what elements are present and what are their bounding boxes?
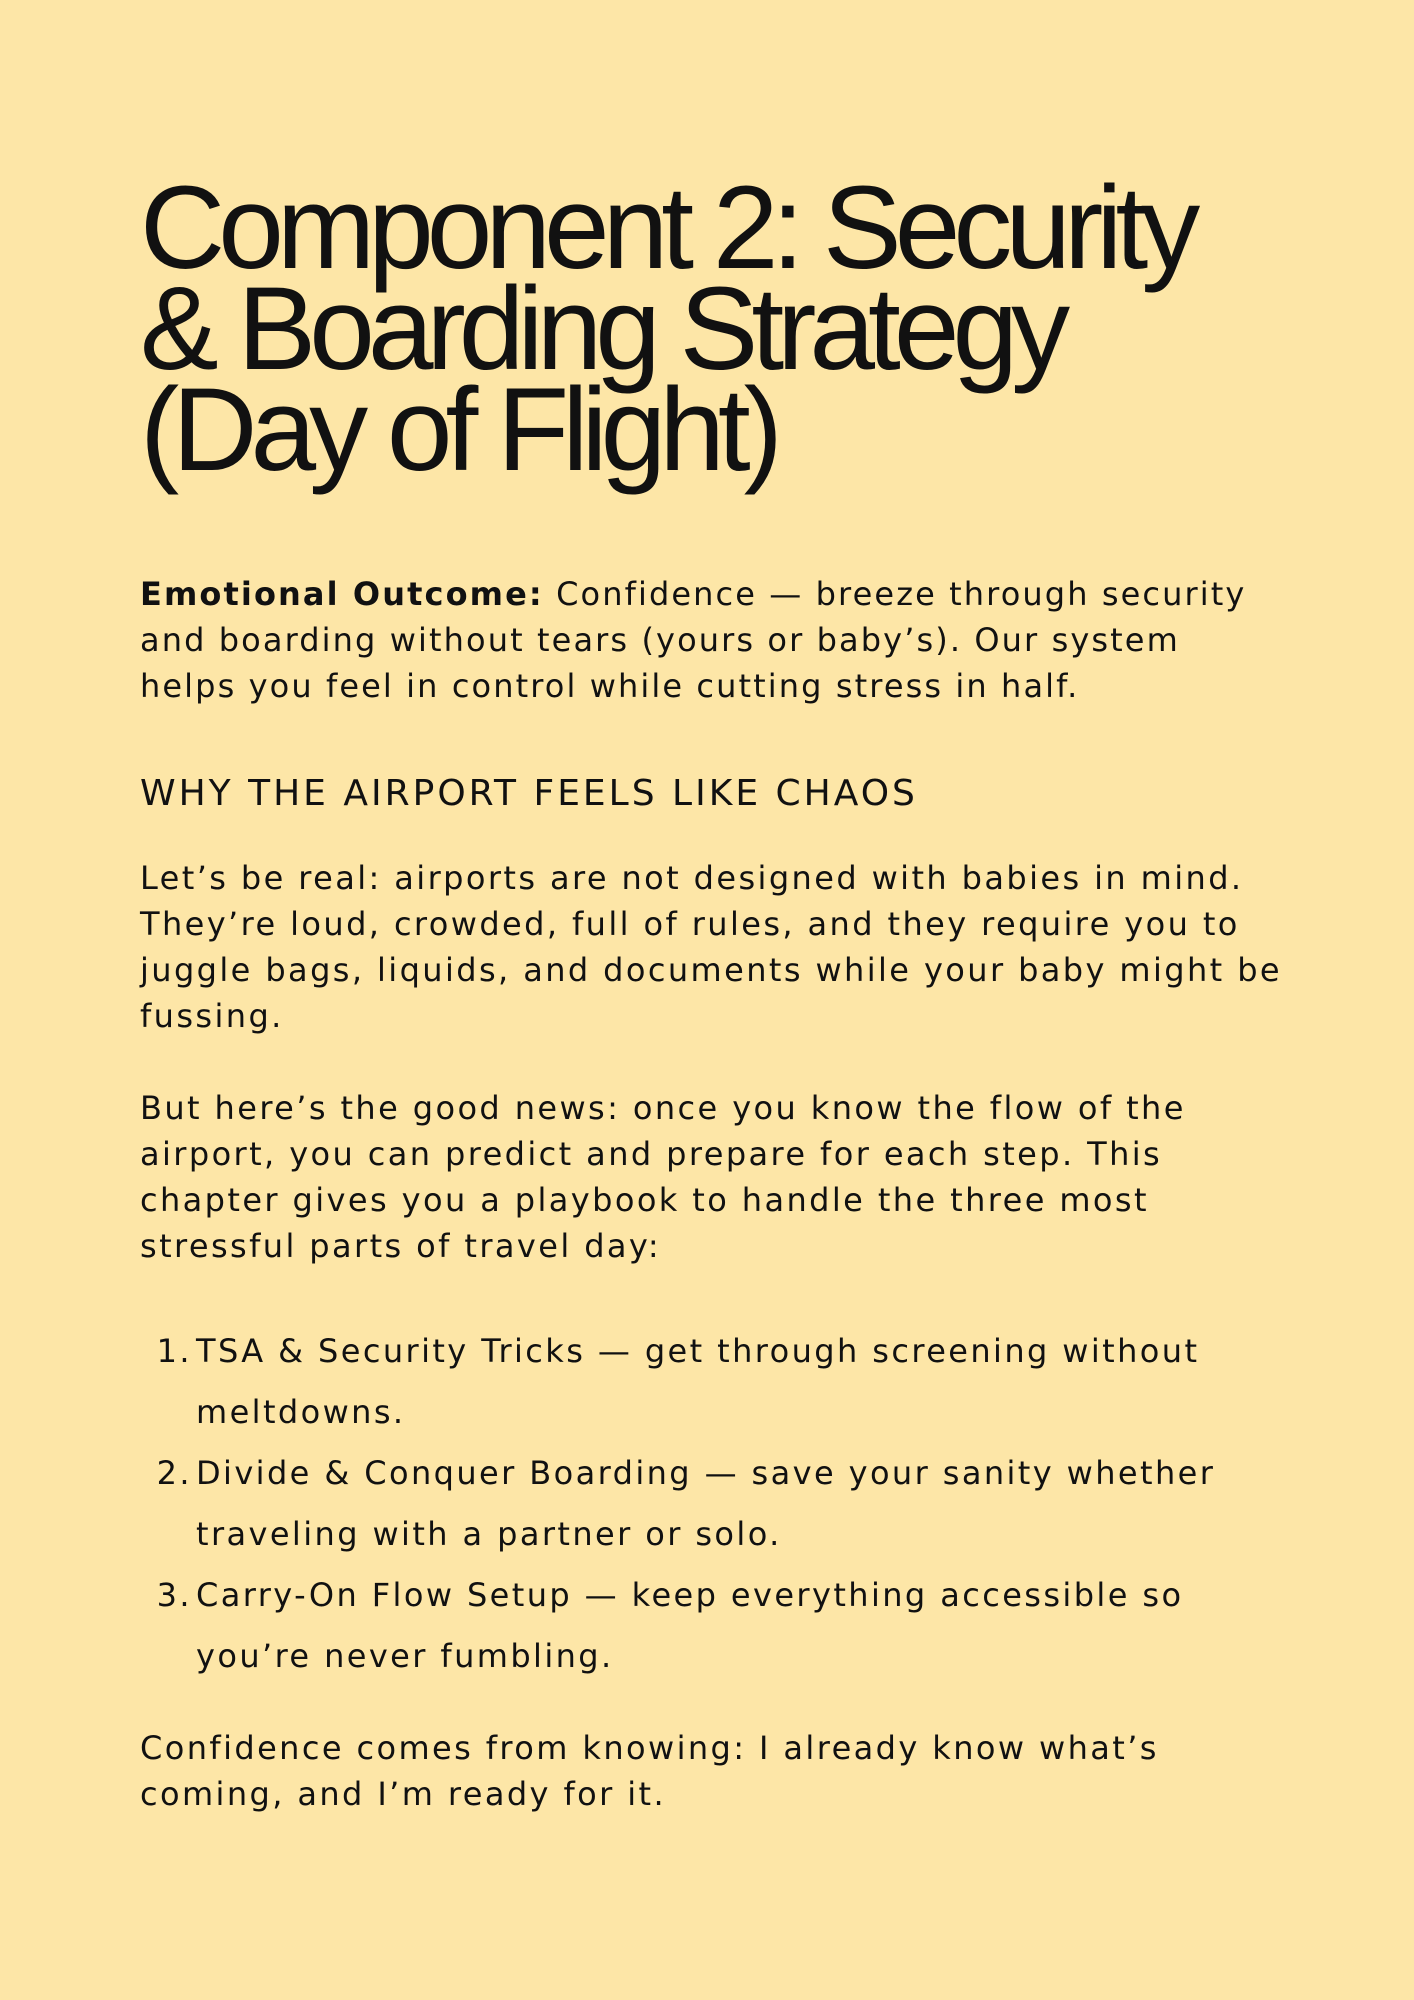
outcome-first-line: [140, 571, 1300, 617]
paragraph-line: stressful parts of travel day:: [140, 1227, 662, 1265]
title-line: (Day of Flight): [140, 364, 776, 496]
list-item-text: you’re never fumbling.: [196, 1637, 614, 1675]
paragraph-line: airport, you can predict and prepare for each step. This: [140, 1135, 1163, 1173]
paragraph-line: They’re loud, crowded, full of rules, and they require you to: [140, 905, 1240, 943]
paragraph-line: Let’s be real: airports are not designed with babies in mind.: [140, 859, 1244, 897]
page-title: [140, 162, 1300, 496]
list-item-text: Divide & Conquer Boarding — save your sanity whether: [196, 1454, 1216, 1492]
list-item-text: Carry-On Flow Setup — keep everything accessible so: [196, 1576, 1184, 1614]
outcome-text: helps you feel in control while cutting stress in half.: [140, 667, 1080, 705]
playbook-list: [140, 1321, 1300, 1687]
list-item-text: traveling with a partner or solo.: [196, 1515, 782, 1553]
paragraph-line: Confidence comes from knowing: I already know what’s: [140, 1729, 1159, 1767]
paragraph-good-news: [140, 1085, 1300, 1269]
list-number: 1.: [156, 1332, 192, 1370]
paragraph-closing: [140, 1725, 1300, 1817]
section-heading: WHY THE AIRPORT FEELS LIKE CHAOS: [140, 773, 918, 814]
paragraph-line: juggle bags, liquids, and documents while your baby might be: [140, 951, 1282, 989]
paragraph-line: chapter gives you a playbook to handle the three most: [140, 1181, 1149, 1219]
list-number: 2.: [156, 1454, 192, 1492]
paragraph-line: coming, and I’m ready for it.: [140, 1775, 667, 1813]
outcome-text: Confidence — breeze through security: [543, 575, 1247, 613]
title-line: & Boarding Strategy: [140, 263, 1064, 395]
paragraph-line: But here’s the good news: once you know the flow of the: [140, 1089, 1186, 1127]
outcome-text: and boarding without tears (yours or baby’s). Our system: [140, 621, 1180, 659]
paragraph-intro: [140, 855, 1300, 1039]
list-item: [140, 1443, 1300, 1565]
list-item: [140, 1321, 1300, 1443]
emotional-outcome: [140, 571, 1300, 709]
outcome-label: Emotional Outcome:: [140, 575, 544, 613]
title-line: Component 2: Security: [140, 162, 1194, 294]
list-item: [140, 1565, 1300, 1687]
list-item-text: TSA & Security Tricks — get through screening without: [196, 1332, 1200, 1370]
list-number: 3.: [156, 1576, 192, 1614]
paragraph-line: fussing.: [140, 997, 284, 1035]
list-item-text: meltdowns.: [196, 1393, 406, 1431]
